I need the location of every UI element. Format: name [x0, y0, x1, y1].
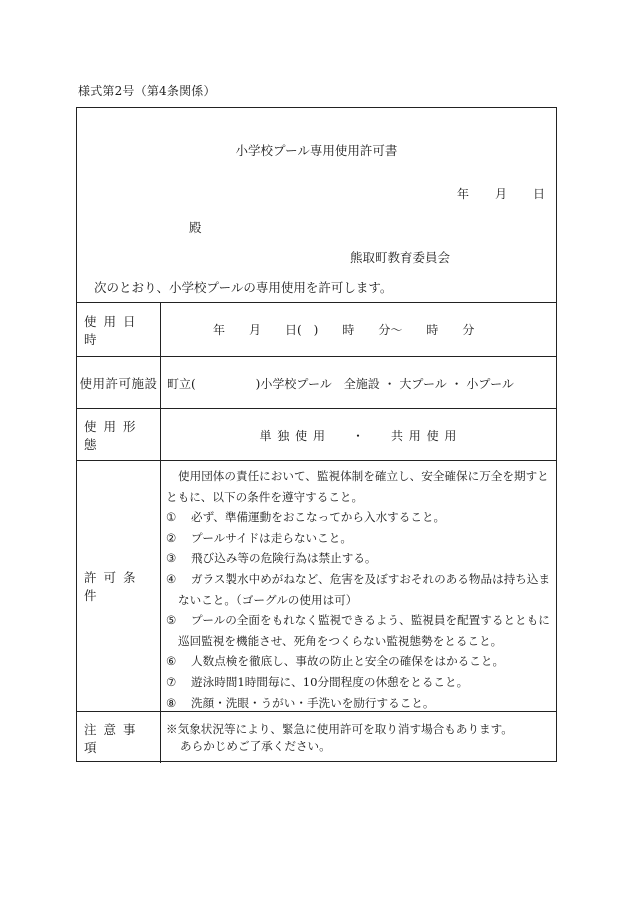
condition-text: 人数点検を徹底し、事故の防止と安全の確保をはかること。 — [191, 654, 505, 669]
form-header — [77, 108, 556, 302]
notes-line-2: あらかじめご了承ください。 — [180, 739, 331, 753]
condition-item — [166, 651, 551, 672]
condition-continuation: ないこと。（ゴーグルの使用は可） — [178, 592, 358, 607]
condition-number: ⑧ — [166, 695, 177, 710]
condition-number: ③ — [166, 551, 177, 566]
row-usage-date — [77, 302, 556, 356]
row-facility — [77, 356, 556, 408]
addressee: 殿 — [189, 220, 202, 235]
notes-label: 注意事項 — [77, 712, 161, 763]
condition-number: ④ — [166, 571, 177, 586]
condition-text: プールの全面をもれなく監視できるよう、監視員を配置するとともに — [191, 613, 550, 628]
conditions-label: 許可条件 — [77, 461, 161, 711]
notes-body — [166, 721, 551, 755]
facility-cell — [161, 357, 556, 408]
notes-line-1: ※気象状況等により、緊急に使用許可を取り消す場合もあります。 — [166, 722, 513, 736]
condition-text: プールサイドは走らないこと。 — [191, 530, 352, 545]
condition-text: 遊泳時間1時間毎に、10分間程度の休憩をとること。 — [191, 674, 469, 689]
condition-text: 飛び込み等の危険行為は禁止する。 — [191, 551, 377, 566]
usage-form-cell — [161, 409, 556, 460]
usage-date-label: 使用日時 — [77, 303, 161, 356]
condition-number: ① — [166, 510, 177, 525]
issue-year-label: 年 — [457, 187, 470, 201]
usage-date-fields: 年 月 日( ) 時 分〜 時 分 — [213, 323, 475, 337]
facility-label: 使用許可施設 — [77, 357, 161, 408]
condition-text: 洗顔・洗眼・うがい・手洗いを励行すること。 — [191, 695, 435, 710]
row-notes — [77, 711, 556, 763]
conditions-intro-1: 使用団体の責任において、監視体制を確立し、安全確保に万全を期すと — [178, 469, 549, 483]
permit-form — [76, 107, 557, 762]
permit-notice: 次のとおり、小学校プールの専用使用を許可します。 — [94, 280, 393, 295]
usage-date-cell — [161, 303, 556, 356]
facility-options: 町立( )小学校プール 全施設 ・ 大プール ・ 小プール — [167, 377, 514, 391]
conditions-cell — [161, 461, 556, 711]
usage-form-options: 単 独 使 用 ・ 共 用 使 用 — [259, 429, 458, 443]
condition-text: 必ず、準備運動をおこなってから入水すること。 — [191, 510, 446, 525]
condition-text: ガラス製水中めがねなど、危害を及ぼすおそれのある物品は持ち込ま — [191, 571, 551, 586]
condition-number: ② — [166, 530, 177, 545]
condition-number: ⑥ — [166, 654, 177, 669]
condition-item — [166, 569, 551, 590]
conditions-body — [166, 466, 551, 713]
usage-form-label: 使用形態 — [77, 409, 161, 460]
conditions-intro-2: ともに、以下の条件を遵守すること。 — [166, 489, 364, 504]
form-number: 様式第2号（第4条関係） — [78, 84, 216, 98]
condition-number: ⑤ — [166, 613, 177, 628]
condition-continuation: 巡回監視を機能させ、死角をつくらない監視態勢をとること。 — [178, 633, 503, 648]
condition-item — [166, 610, 551, 631]
condition-item — [166, 528, 551, 549]
document-title: 小学校プール専用使用許可書 — [235, 143, 398, 158]
notes-cell — [161, 712, 556, 763]
issue-day-label: 日 — [533, 187, 546, 201]
condition-item — [166, 507, 551, 528]
condition-number: ⑦ — [166, 674, 177, 689]
issue-month-label: 月 — [495, 187, 508, 201]
condition-item — [166, 548, 551, 569]
condition-item — [166, 672, 551, 693]
row-usage-form — [77, 408, 556, 460]
issuer: 熊取町教育委員会 — [350, 250, 451, 265]
row-conditions — [77, 460, 556, 711]
issue-date — [457, 185, 545, 202]
